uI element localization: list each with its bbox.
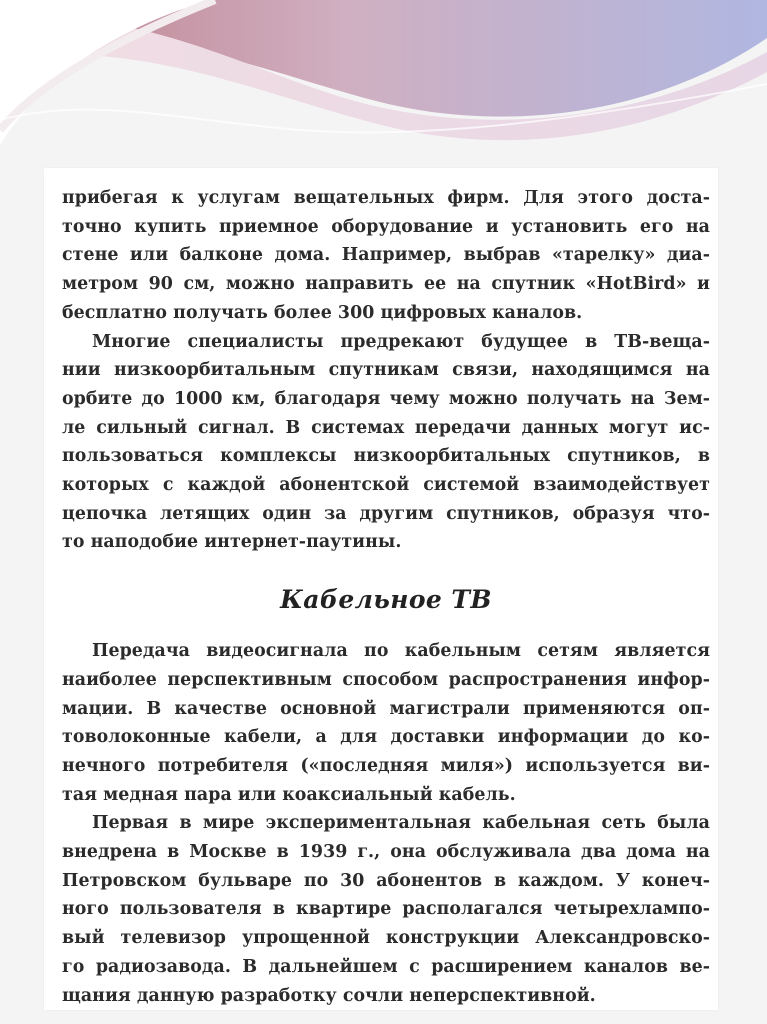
text-line: Петровском бульваре по 30 абонентов в каждом. У конеч- — [62, 870, 710, 891]
text-line: точно купить приемное оборудование и установить его на — [62, 216, 710, 237]
text-line: нечного потребителя («последняя миля») используется ви- — [62, 755, 710, 776]
text-line: прибегая к услугам вещательных фирм. Для этого доста- — [62, 188, 710, 208]
document-body — [62, 184, 710, 1010]
slide-header-wave-decoration — [0, 0, 767, 170]
text-line: щания данную разработку сочли неперспективной. — [62, 985, 596, 1006]
text-line: Многие специалисты предрекают будущее в ТВ-веща- — [92, 331, 710, 352]
text-line: нии низкоорбитальным спутникам связи, находящимся на — [62, 360, 710, 381]
paragraph-2 — [62, 328, 710, 558]
text-line: бесплатно получать более 300 цифровых каналов. — [62, 302, 583, 323]
text-line: ле сильный сигнал. В системах передачи данных могут ис- — [62, 417, 710, 438]
text-line: внедрена в Москве в 1939 г., она обслуживала два дома на — [62, 842, 710, 863]
text-line: го радиозавода. В дальнейшем с расширением каналов ве- — [62, 956, 710, 977]
section-heading: Кабельное ТВ — [280, 585, 492, 615]
text-line: ного пользователя в квартире располагался четырехлампо- — [62, 899, 710, 920]
text-line: наиболее перспективным способом распространения инфор- — [62, 669, 710, 690]
document-page — [44, 168, 718, 1010]
text-line: вый телевизор упрощенной конструкции Александровско- — [62, 928, 710, 949]
text-line: которых с каждой абонентской системой взаимодействует — [62, 475, 710, 496]
text-line: мации. В качестве основной магистрали применяются оп- — [62, 698, 710, 719]
text-line: цепочка летящих один за другим спутников, образуя что- — [62, 503, 710, 524]
text-line: орбите до 1000 км, благодаря чему можно получать на Зем- — [62, 388, 710, 409]
text-line: Первая в мире экспериментальная кабельная сеть была — [92, 813, 710, 834]
text-line: пользоваться комплексы низкоорбитальных спутников, в — [62, 446, 710, 467]
text-line: то наподобие интернет-паутины. — [62, 532, 402, 553]
text-line: стене или балконе дома. Например, выбрав «тарелку» диа- — [62, 245, 710, 266]
text-line: тая медная пара или коаксиальный кабель. — [62, 784, 516, 805]
paragraph-4 — [62, 809, 710, 1010]
text-line: Передача видеосигнала по кабельным сетям является — [92, 641, 710, 662]
text-line: товолоконные кабели, а для доставки информации до ко- — [62, 727, 710, 748]
text-line: метром 90 см, можно направить ее на спутник «HotBird» и — [62, 274, 710, 295]
paragraph-1 — [62, 184, 710, 328]
paragraph-3 — [62, 637, 710, 809]
